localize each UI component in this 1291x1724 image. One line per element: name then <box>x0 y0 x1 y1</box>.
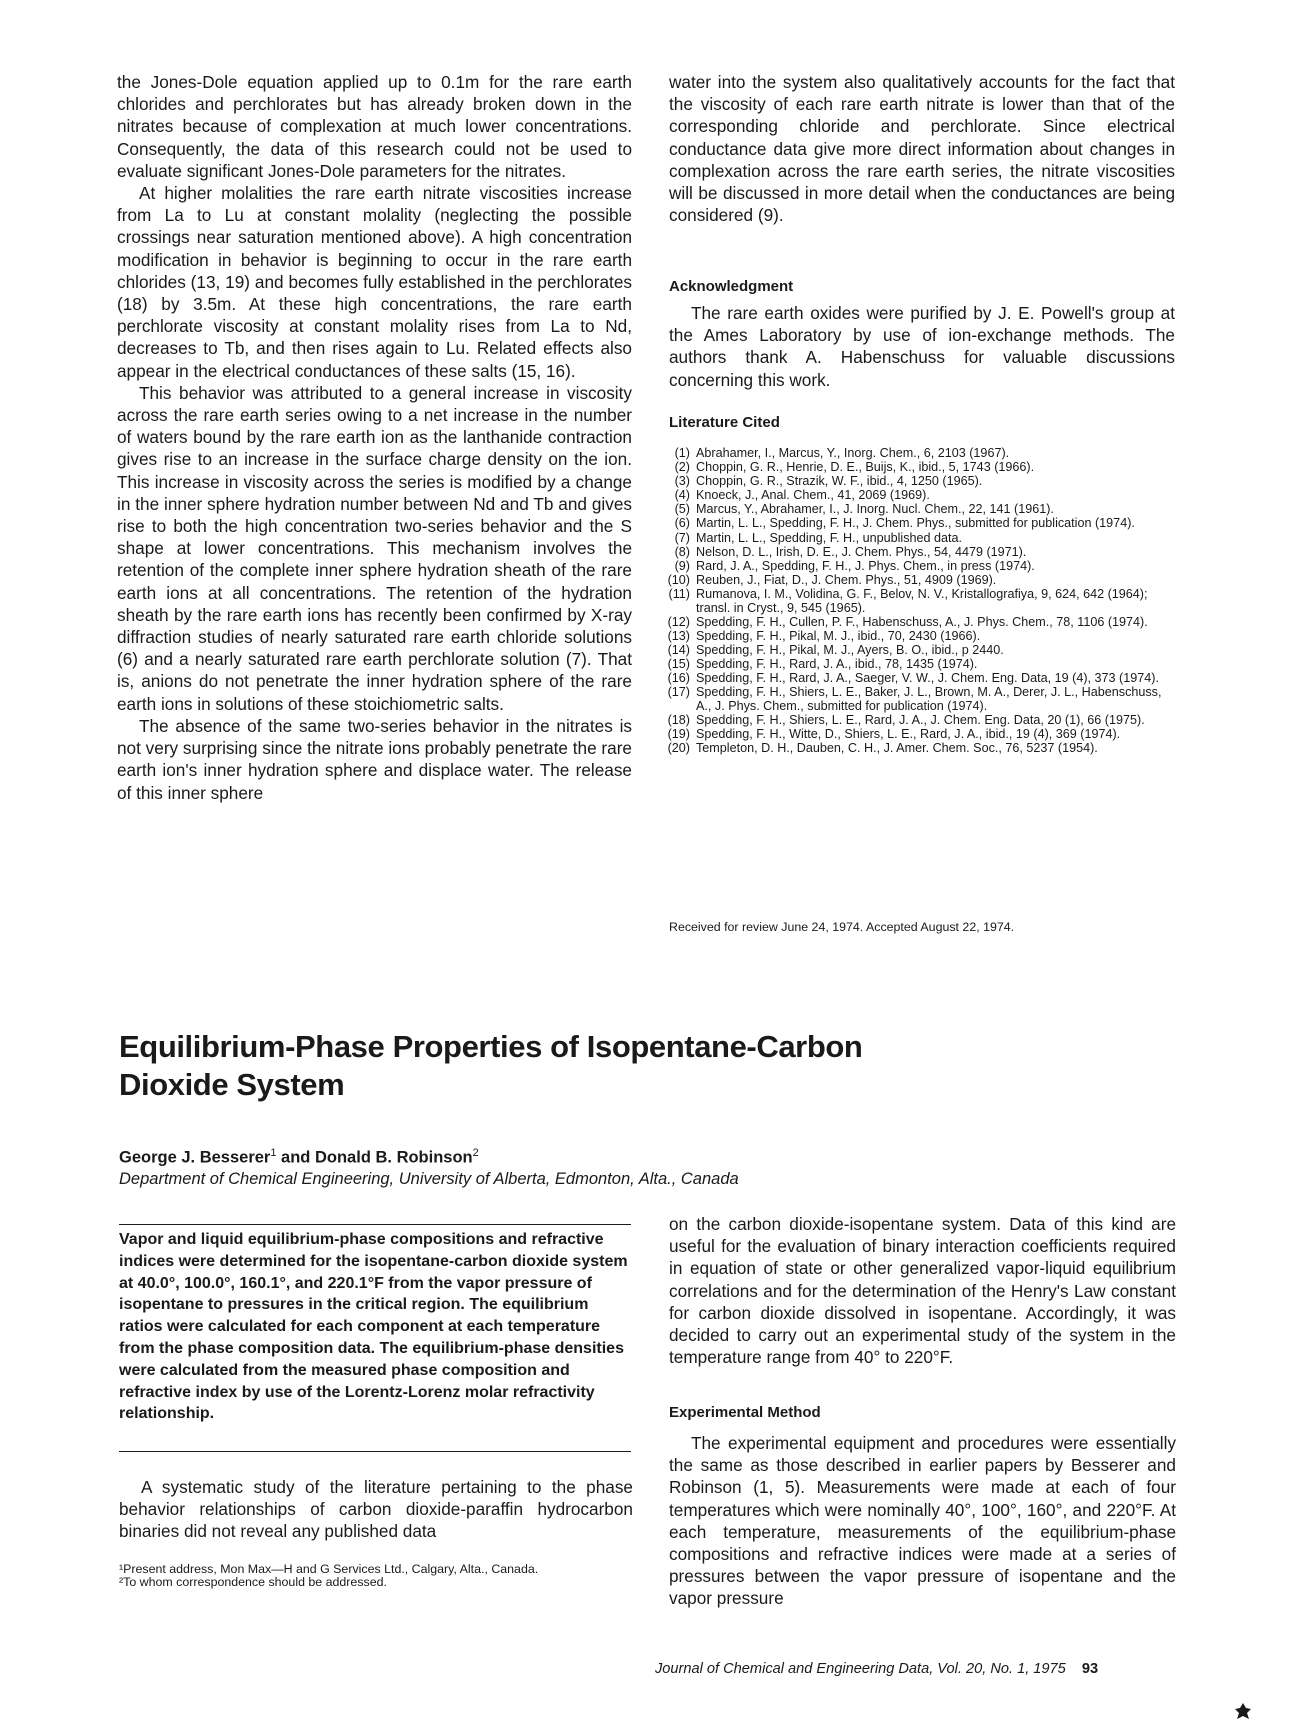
author-footnote-mark: 2 <box>472 1147 479 1159</box>
author-name: George J. Besserer <box>119 1148 271 1167</box>
paragraph: This behavior was attributed to a general increase in viscosity across the rare earth series owing to a net increase in the number of waters bound by the rare earth ion as the lanthanide contraction gives rise to an increase in the surface charge density on the ion. This increase in viscosity across the series is modified by a change in the inner sphere hydration number between Nd and Tb and gives rise to both the high concentration two-series behavior and the S shape at lower concentrations. This mechanism involves the retention of the complete inner sphere hydration sheath of the rare earth ions at all concentrations. The retention of the hydration sheath by the rare earth ions has recently been confirmed by X-ray diffraction studies of nearly saturated rare earth chloride solutions (6) and a nearly saturated rare earth perchlorate solution (7). That is, anions do not penetrate the inner hydration sphere of the rare earth ions in solutions of these stoichiometric salts. <box>117 382 632 714</box>
reference-number: (8) <box>674 544 690 559</box>
literature-heading: Literature Cited <box>669 414 780 431</box>
reference-number: (19) <box>667 726 690 741</box>
reference-text: Spedding, F. H., Witte, D., Shiers, L. E., Rard, J. A., ibid., 19 (4), 369 (1974). <box>696 726 1121 741</box>
abstract: Vapor and liquid equilibrium-phase compositions and refractive indices were determined for the isopentane-carbon dioxide system at 40.0°, 100.0°, 160.1°, and 220.1°F from the vapor pressure of isopentane to pressures in the critical region. The equilibrium ratios were calculated for each component at each temperature from the phase composition data. The equilibrium-phase densities were calculated from the measured phase composition and refractive index by use of the Lorentz-Lorenz molar refractivity relationship. <box>119 1231 628 1423</box>
reference-item <box>666 461 1176 475</box>
footnotes <box>119 1563 639 1590</box>
reference-text: Spedding, F. H., Rard, J. A., ibid., 78, 1435 (1974). <box>696 656 978 671</box>
reference-text: Spedding, F. H., Pikal, M. J., Ayers, B. O., ibid., p 2440. <box>696 642 1004 657</box>
reference-item <box>666 672 1176 686</box>
reference-text: Abrahamer, I., Marcus, Y., Inorg. Chem., 6, 2103 (1967). <box>696 446 1010 460</box>
reference-item <box>666 574 1176 588</box>
reference-item <box>666 588 1176 615</box>
reference-text: Knoeck, J., Anal. Chem., 41, 2069 (1969). <box>696 488 930 503</box>
journal-citation: Journal of Chemical and Engineering Data, Vol. 20, No. 1, 1975 <box>655 1661 1066 1677</box>
experimental-text: The experimental equipment and procedures were essentially the same as those described in earlier papers by Besserer and Robinson (1, 5). Measurements were made at each of four temperatures which were nominally 40°, 100°, 160°, and 220°F. At each temperature, measurements of the equilibrium-phase compositions and refractive indices were made at a series of pressures between the vapor pressure of isopentane and the vapor pressure <box>669 1433 1176 1609</box>
reference-number: (16) <box>667 671 690 685</box>
reference-number: (3) <box>674 474 690 489</box>
reference-item <box>666 532 1176 546</box>
paragraph: At higher molalities the rare earth nitrate viscosities increase from La to Lu at constant molality (neglecting the possible crossings near saturation mentioned above). A high concentration modification in behavior is beginning to occur in the rare earth chlorides (13, 19) and becomes fully established in the perchlorates (18) by 3.5m. At these high concentrations, the rare earth perchlorate viscosity at constant molality rises from La to Nd, decreases to Tb, and then rises again to Lu. Related effects also appear in the electrical conductances of these salts (15, 16). <box>117 183 632 381</box>
reference-item <box>666 742 1176 756</box>
reference-number: (10) <box>667 572 690 587</box>
authors: George J. Besserer$^1$ and Donald B. Robinson$^2$ <box>119 1147 479 1167</box>
paragraph: the Jones-Dole equation applied up to 0.1m for the rare earth chlorides and perchlorates but has already broken down in the nitrates because of complexation at much lower concentrations. Consequently, the data of this research could not be used to evaluate significant Jones-Dole parameters for the nitrates. <box>117 72 632 181</box>
reference-text: Choppin, G. R., Henrie, D. E., Buijs, K., ibid., 5, 1743 (1966). <box>696 460 1035 475</box>
reference-text: Reuben, J., Fiat, D., J. Chem. Phys., 51, 4909 (1969). <box>696 572 997 587</box>
reference-number: (1) <box>674 446 690 460</box>
title-line: Dioxide System <box>119 1067 345 1102</box>
reference-text: Marcus, Y., Abrahamer, I., J. Inorg. Nucl. Chem., 22, 141 (1961). <box>696 502 1054 517</box>
reference-item <box>666 714 1176 728</box>
reference-number: (20) <box>667 740 690 755</box>
ink-blot-mark <box>1232 1700 1254 1722</box>
reference-item <box>666 728 1176 742</box>
reference-text: Martin, L. L., Spedding, F. H., J. Chem. Phys., submitted for publication (1974). <box>696 516 1135 531</box>
reference-number: (18) <box>667 712 690 727</box>
reference-text: Choppin, G. R., Strazik, W. F., ibid., 4, 1250 (1965). <box>696 474 983 489</box>
page-number: 93 <box>1081 1661 1099 1677</box>
article-title <box>119 1028 1119 1104</box>
reference-text: Spedding, F. H., Cullen, P. F., Habenschuss, A., J. Phys. Chem., 78, 1106 (1974). <box>696 614 1148 629</box>
reference-number: (14) <box>667 642 690 657</box>
reference-number: (17) <box>667 685 690 700</box>
reference-number: (11) <box>668 586 690 601</box>
reference-item <box>666 686 1176 713</box>
acknowledgment-text: The rare earth oxides were purified by J. E. Powell's group at the Ames Laboratory by use of ion-exchange methods. The authors thank A. Habenschuss for valuable discussions concerning this work. <box>669 303 1175 390</box>
reference-text: Martin, L. L., Spedding, F. H., unpublished data. <box>696 530 963 545</box>
reference-text: Spedding, F. H., Shiers, L. E., Rard, J. A., J. Chem. Eng. Data, 20 (1), 66 (1975). <box>696 712 1145 727</box>
reference-item <box>666 475 1176 489</box>
reference-item <box>666 630 1176 644</box>
experimental-heading: Experimental Method <box>669 1404 821 1421</box>
reference-number: (15) <box>667 656 690 671</box>
reference-item <box>666 447 1176 461</box>
reference-text: Spedding, F. H., Rard, J. A., Saeger, V. W., J. Chem. Eng. Data, 19 (4), 373 (1974). <box>696 671 1159 685</box>
reference-text: Spedding, F. H., Shiers, L. E., Baker, J. L., Brown, M. A., Derer, J. L., Habenschuss, A., J. Phys. Chem., submitted for publication (1974). <box>696 685 1162 713</box>
affiliation: Department of Chemical Engineering, University of Alberta, Edmonton, Alta., Canada <box>119 1170 739 1188</box>
title-line: Equilibrium-Phase Properties of Isopentane-Carbon <box>119 1029 863 1064</box>
reference-text: Templeton, D. H., Dauben, C. H., J. Amer. Chem. Soc., 76, 5237 (1954). <box>696 740 1098 755</box>
reference-text: Rumanova, I. M., Volidina, G. F., Belov, N. V., Kristallografiya, 9, 624, 642 (1964); transl. in Cryst., 9, 545 (1965). <box>696 586 1148 615</box>
reference-item <box>666 560 1176 574</box>
reference-number: (7) <box>674 530 690 545</box>
reference-number: (2) <box>674 460 690 475</box>
reference-item <box>666 616 1176 630</box>
reference-number: (12) <box>667 614 690 629</box>
reference-number: (13) <box>667 628 690 643</box>
reference-item <box>666 644 1176 658</box>
reference-item <box>666 546 1176 560</box>
author-footnote-mark: 1 <box>270 1147 277 1159</box>
reference-item <box>666 517 1176 531</box>
reference-number: (6) <box>674 516 690 531</box>
abstract-top-rule <box>119 1224 631 1225</box>
page-footer <box>655 1661 1098 1677</box>
reference-item <box>666 489 1176 503</box>
reference-text: Nelson, D. L., Irish, D. E., J. Chem. Phys., 54, 4479 (1971). <box>696 544 1027 559</box>
article-right-column: on the carbon dioxide-isopentane system. Data of this kind are useful for the evaluation of binary interaction coefficients required in equation of state or other generalized vapor-liquid equilibrium correlations and for the determination of the Henry's Law constant for carbon dioxide dissolved in isopentane. Accordingly, it was decided to carry out an experimental study of the system in the temperature range from 40° to 220°F. <box>669 1214 1176 1368</box>
paragraph: water into the system also qualitatively accounts for the fact that the viscosity of each rare earth nitrate is lower than that of the corresponding chloride and perchlorate. Since electrical conductance data give more direct information about changes in complexation across the rare earth series, the nitrate viscosities will be discussed in more detail when the conductances are being considered (9). <box>669 72 1175 226</box>
author-name: Donald B. Robinson <box>314 1148 473 1167</box>
footnote: ¹Present address, Mon Max—H and G Services Ltd., Calgary, Alta., Canada. <box>119 1562 539 1576</box>
abstract-bottom-rule <box>119 1451 631 1452</box>
reference-item <box>666 503 1176 517</box>
top-left-column <box>117 71 632 804</box>
reference-list <box>666 447 1176 756</box>
reference-text: Spedding, F. H., Pikal, M. J., ibid., 70, 2430 (1966). <box>696 628 981 643</box>
reference-number: (9) <box>674 558 690 573</box>
reference-number: (5) <box>674 502 690 517</box>
paragraph: The absence of the same two-series behavior in the nitrates is not very surprising since the nitrate ions probably penetrate the rare earth ion's inner hydration sphere and displace water. The release of this inner sphere <box>117 715 632 803</box>
footnote: ²To whom correspondence should be addressed. <box>119 1575 387 1590</box>
top-right-column <box>669 71 1175 226</box>
reference-number: (4) <box>674 488 690 503</box>
reference-text: Rard, J. A., Spedding, F. H., J. Phys. Chem., in press (1974). <box>696 558 1035 573</box>
received-note: Received for review June 24, 1974. Accepted August 22, 1974. <box>669 920 1015 934</box>
reference-item <box>666 658 1176 672</box>
intro-text: A systematic study of the literature pertaining to the phase behavior relationships of carbon dioxide-paraffin hydrocarbon binaries did not reveal any published data <box>119 1477 633 1542</box>
acknowledgment-heading: Acknowledgment <box>669 278 794 295</box>
